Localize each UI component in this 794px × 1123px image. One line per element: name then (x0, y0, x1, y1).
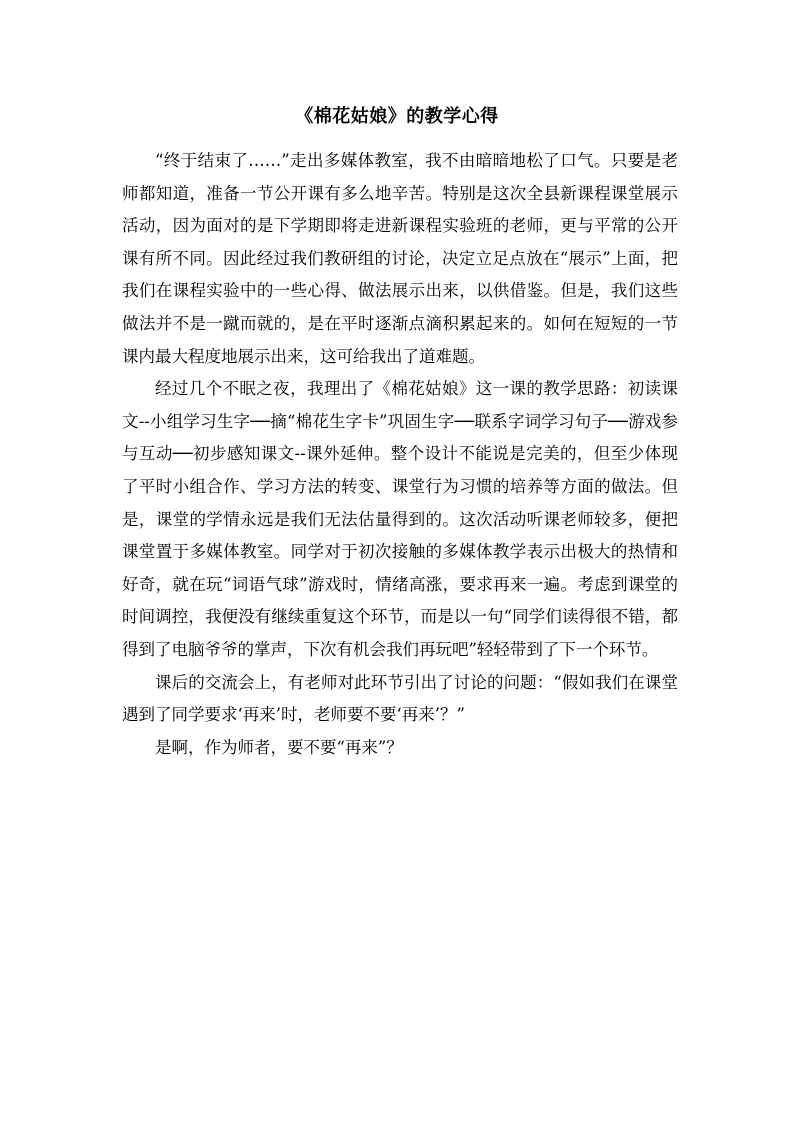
paragraph-3: 课后的交流会上，有老师对此环节引出了讨论的问题：“假如我们在课堂遇到了同学要求‘再来’时，老师要不要‘再来’？” (122, 672, 678, 725)
document-title: 《棉花姑娘》的教学心得 (295, 106, 499, 127)
paragraph-2: 经过几个不眠之夜，我理出了《棉花姑娘》这一课的教学思路：初读课文--小组学习生字──摘“棉花生字卡”巩固生字──联系字词学习句子──游戏参与互动──初步感知课文--课外延伸。整个设计不能说是完美的，但至少体现了平时小组合作、学习方法的转变、课堂行为习惯的培养等方面的做法。但是，课堂的学情永远是我们无法估量得到的。这次活动听课老师较多，便把课堂置于多媒体教室。同学对于初次接触的多媒体教学表示出极大的热情和好奇，就在玩“词语气球”游戏时，情绪高涨，要求再来一遍。考虑到课堂的时间调控，我便没有继续重复这个环节，而是以一句“同学们读得很不错，都得到了电脑爷爷的掌声，下次有机会我们再玩吧”轻轻带到了下一个环节。 (122, 379, 678, 659)
document-body (122, 145, 678, 764)
paragraph-1: “终于结束了……”走出多媒体教室，我不由暗暗地松了口气。只要是老师都知道，准备一节公开课有多么地辛苦。特别是这次全县新课程课堂展示活动，因为面对的是下学期即将走进新课程实验班的老师，更与平常的公开课有所不同。因此经过我们教研组的讨论，决定立足点放在“展示”上面，把我们在课程实验中的一些心得、做法展示出来，以供借鉴。但是，我们这些做法并不是一蹴而就的，是在平时逐渐点滴积累起来的。如何在短短的一节课内最大程度地展示出来，这可给我出了道难题。 (122, 151, 678, 366)
paragraph-4: 是啊，作为师者，要不要“再来”？ (155, 737, 403, 757)
